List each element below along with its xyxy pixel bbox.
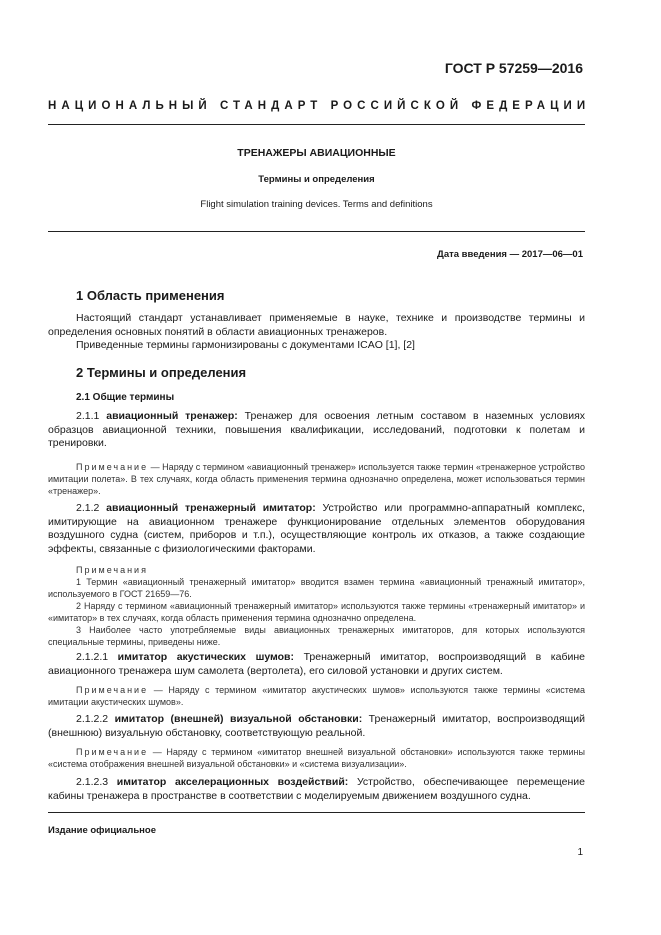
- notes-label: Примечания: [76, 565, 148, 575]
- term-number: 2.1.2.3: [76, 776, 117, 788]
- note-item-1: 1 Термин «авиационный тренажерный имитатор» вводится взамен термина «авиационный тренажный имитатор», используемого в ГОСТ 21659—76.: [48, 577, 585, 599]
- term-name: авиационный тренажерный имитатор:: [106, 502, 316, 514]
- gost-number: ГОСТ Р 57259—2016: [444, 60, 583, 76]
- note-2-1-2-1: [48, 684, 585, 708]
- term-name: имитатор акселерационных воздействий:: [116, 776, 349, 788]
- national-standard-banner: НАЦИОНАЛЬНЫЙ СТАНДАРТ РОССИЙСКОЙ ФЕДЕРАЦИИ: [48, 100, 591, 112]
- note-label: Примечание: [76, 462, 149, 472]
- subsection-2-1-heading: 2.1 Общие термины: [76, 392, 175, 403]
- term-number: 2.1.2: [76, 502, 107, 514]
- note-2-1-2-2: [48, 746, 585, 770]
- section-1-heading: 1 Область применения: [76, 288, 225, 303]
- note-text: — Наряду с термином «авиационный тренажер» используется также термин «тренажерное устройство имитации полета». В тех случаях, когда область применения термина однозначно определена, может использоваться термин «тренажер».: [48, 462, 585, 496]
- subtitle-ru: Термины и определения: [258, 174, 375, 185]
- intro-date: Дата введения — 2017—06—01: [437, 249, 583, 260]
- note-label: Примечание: [76, 685, 149, 695]
- note-text: — Наряду с термином «имитатор внешней визуальной обстановки» используются также термины «система отображения внешней визуальной обстановки» и «система визуализации».: [48, 747, 585, 769]
- note-item-2: 2 Наряду с термином «авиационный тренажерный имитатор» используются также термины «тренажерный имитатор» и «имитатор» в тех случаях, когда область применения термина однозначно определена.: [48, 601, 585, 623]
- term-definition: Тренажерный имитатор, воспроизводящий (внешнюю) визуальную обстановку, соответствующую реальной.: [48, 713, 585, 739]
- section-1-body: [48, 312, 585, 353]
- term-name: авиационный тренажер:: [106, 410, 238, 422]
- note-label: Примечание: [76, 747, 149, 757]
- term-2-1-1: [48, 410, 585, 451]
- term-2-1-2-2: [48, 713, 585, 740]
- page-number: 1: [577, 847, 583, 858]
- official-edition-label: Издание официальное: [48, 825, 156, 836]
- title-ru: ТРЕНАЖЕРЫ АВИАЦИОННЫЕ: [237, 147, 396, 159]
- term-2-1-2-3: [48, 776, 585, 803]
- title-en: Flight simulation training devices. Terms and definitions: [200, 199, 433, 210]
- note-item-3: 3 Наиболее часто употребляемые виды авиационных тренажерных имитаторов, для которых используются специальные термины, приведены ниже.: [48, 625, 585, 647]
- note-2-1-1: [48, 461, 585, 497]
- footer-rule: [48, 812, 585, 813]
- title-rule: [48, 231, 585, 232]
- section-2-heading: 2 Термины и определения: [76, 365, 247, 380]
- term-definition: Устройство, обеспечивающее перемещение кабины тренажера в пространстве в соответствии с моделируемым движением воздушного судна.: [48, 776, 585, 802]
- term-definition: Тренажерный имитатор, воспроизводящий в кабине авиационного тренажера шум самолета (вертолета), его силовой установки и других систем.: [48, 651, 585, 677]
- term-number: 2.1.2.1: [76, 651, 118, 663]
- notes-2-1-2: [48, 564, 585, 648]
- section-1-paragraph-2: Приведенные термины гармонизированы с документами ICAO [1], [2]: [76, 339, 415, 351]
- term-2-1-2: [48, 502, 585, 556]
- term-name: имитатор акустических шумов:: [117, 651, 295, 663]
- term-number: 2.1.1: [76, 410, 107, 422]
- top-rule: [48, 124, 585, 125]
- term-number: 2.1.2.2: [76, 713, 115, 725]
- term-definition: Тренажер для освоения летным составом в наземных условиях образцов авиационной техники, повышения квалификации, исследований, подготовки к полетам и тренировки.: [48, 410, 586, 449]
- term-definition: Устройство или программно-аппаратный комплекс, имитирующие на авиационном тренажере функционирование отдельных элементов оборудования воздушного судна (систем, приборов и т.п.), осуществляющие контроль их отказов, а также создающие эффекты, связанные с физиологическими факторами.: [48, 502, 585, 555]
- term-name: имитатор (внешней) визуальной обстановки:: [114, 713, 363, 725]
- term-2-1-2-1: [48, 651, 585, 678]
- section-1-paragraph-1: Настоящий стандарт устанавливает применяемые в науке, технике и производстве термины и определения основных понятий в области авиационных тренажеров.: [48, 312, 585, 338]
- note-text: — Наряду с термином «имитатор акустических шумов» используются также термины «система имитации акустических шумов».: [48, 685, 585, 707]
